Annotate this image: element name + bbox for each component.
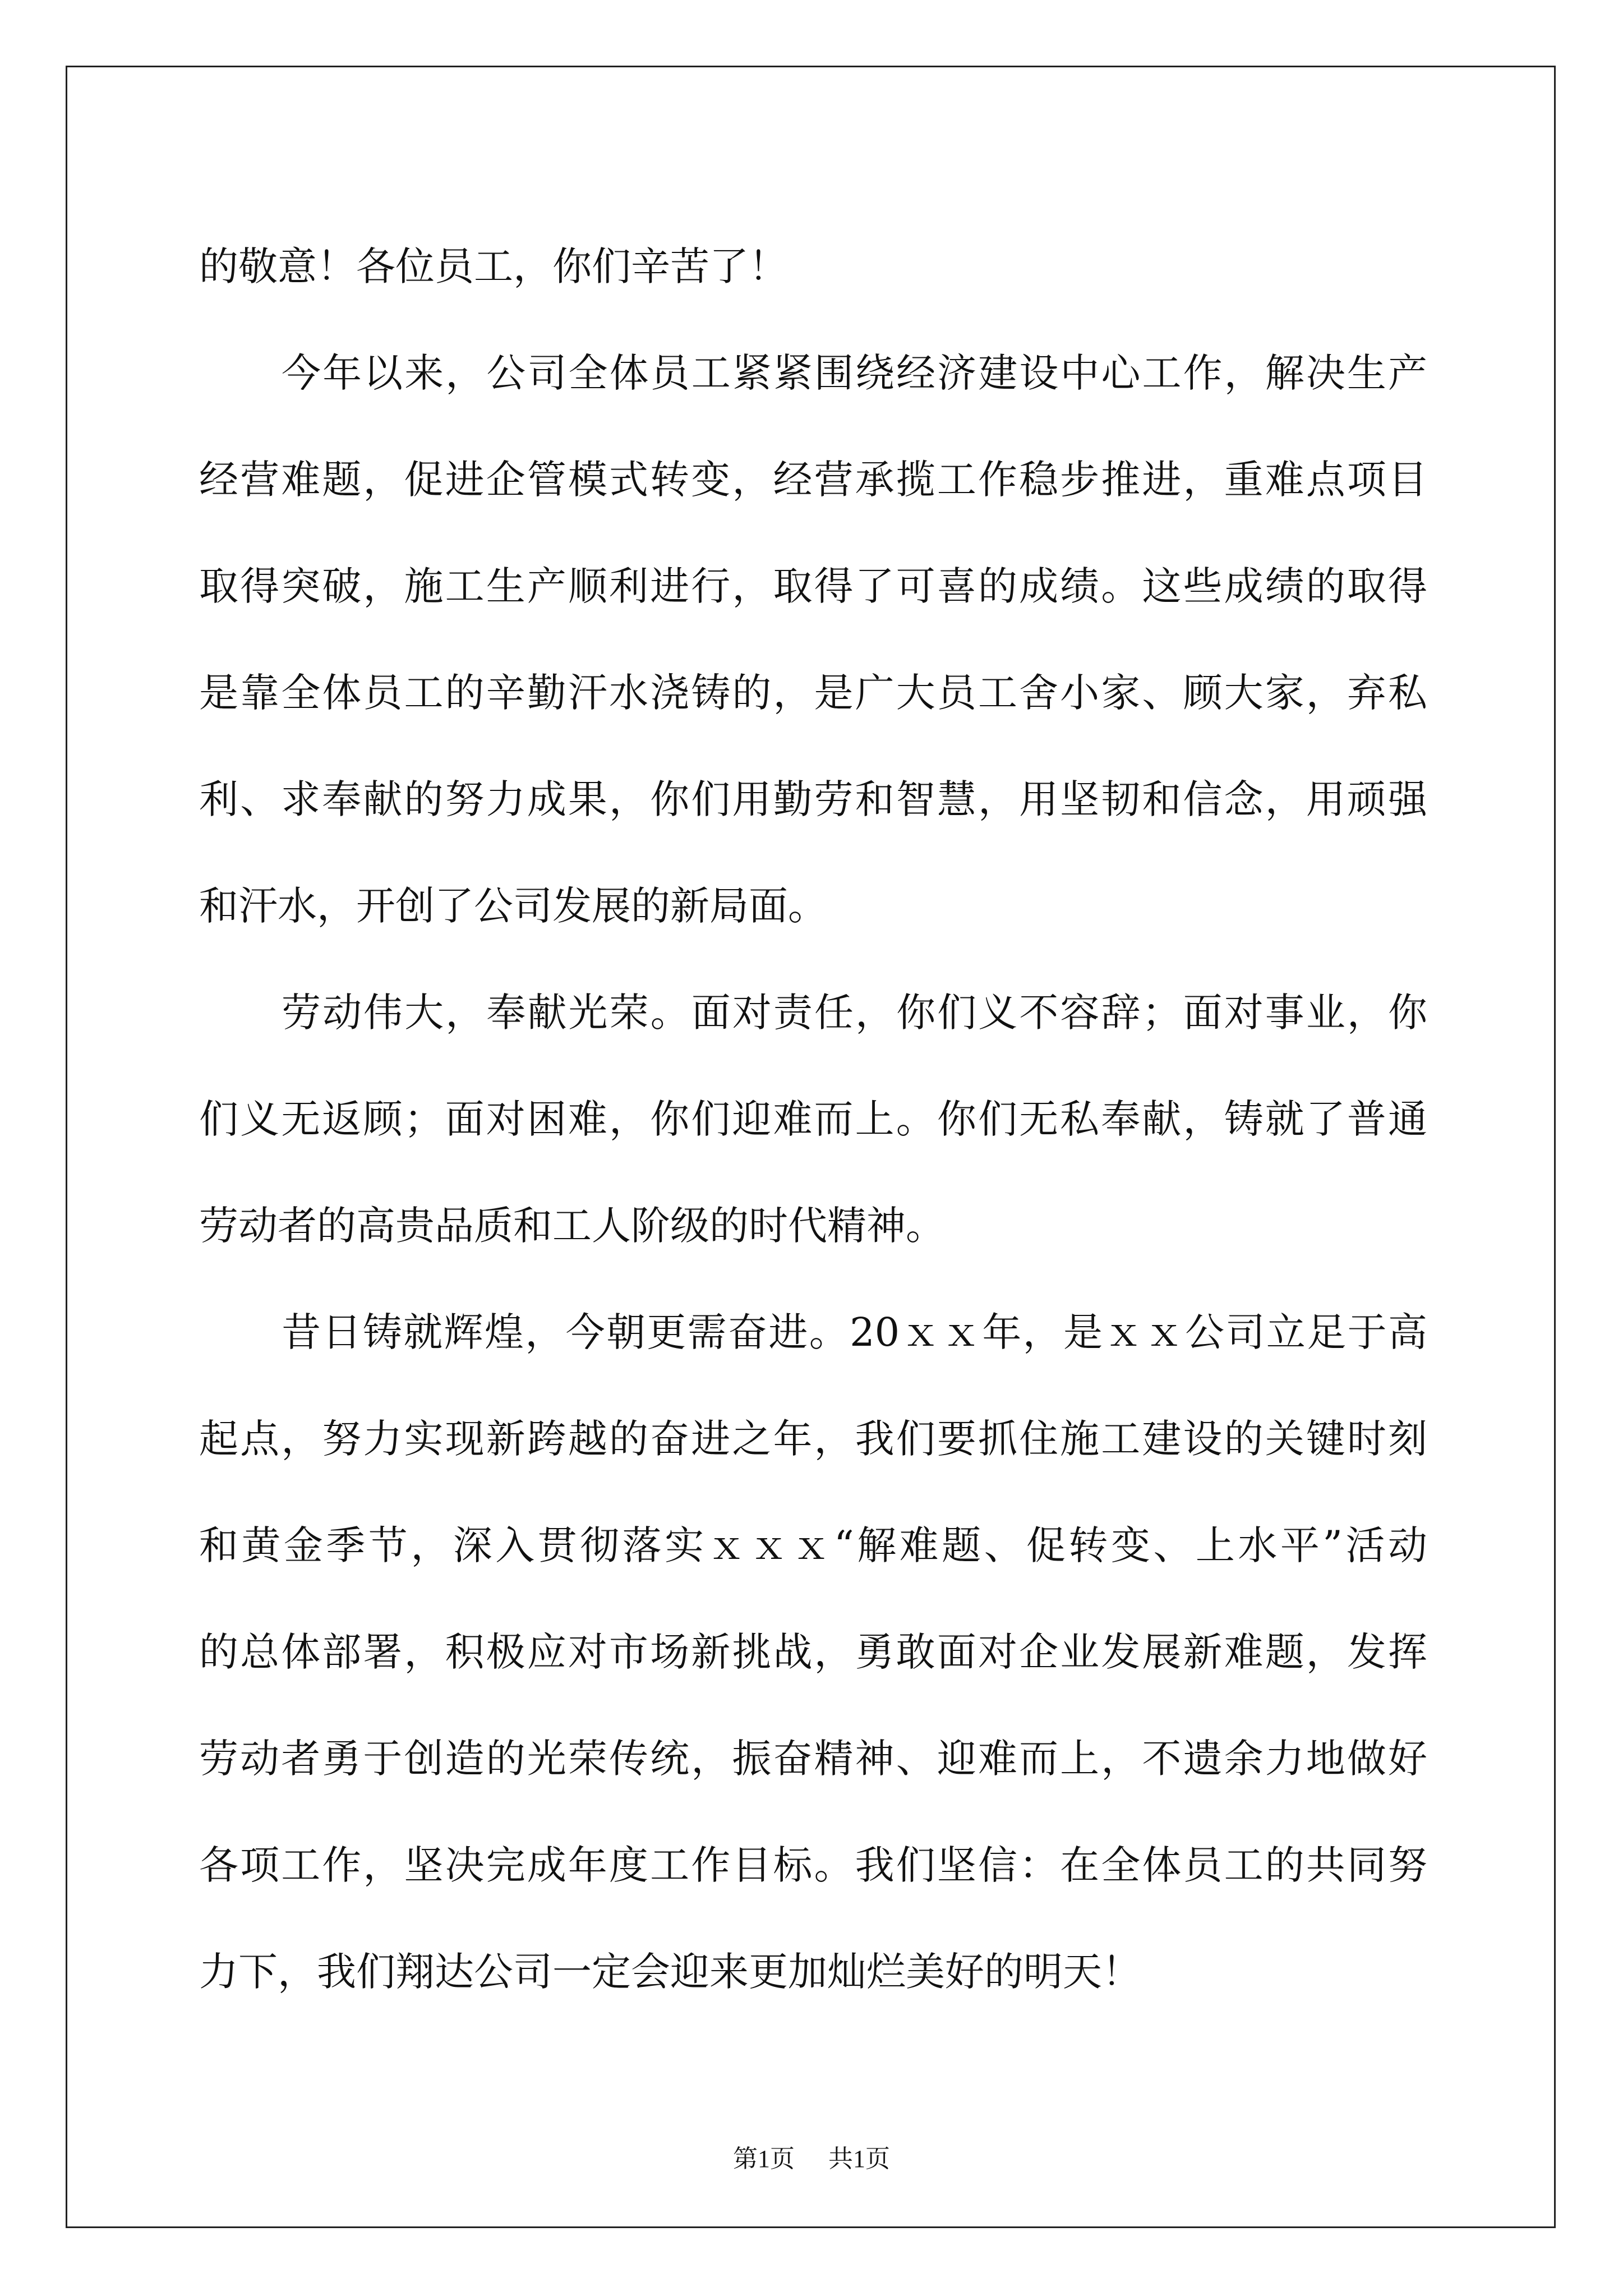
- text-line: 力下，我们翔达公司一定会迎来更加灿烂美好的明天！: [199, 1949, 1141, 1995]
- text-line: 经营难题，促进企管模式转变，经营承揽工作稳步推进，重难点项目: [199, 457, 1427, 503]
- page-number: 第1页: [733, 2145, 795, 2173]
- text-line: 们义无返顾；面对困难，你们迎难而上。你们无私奉献，铸就了普通: [199, 1096, 1427, 1142]
- text-line: 利、求奉献的努力成果，你们用勤劳和智慧，用坚韧和信念，用顽强: [199, 776, 1427, 822]
- page-footer: [0, 2138, 1623, 2174]
- text-line: 和黄金季节，深入贯彻落实ｘｘｘ“解难题、促转变、上水平”活动: [199, 1522, 1427, 1568]
- text-line: 劳动者的高贵品质和工人阶级的时代精神。: [199, 1203, 945, 1249]
- text-line: 和汗水，开创了公司发展的新局面。: [199, 883, 827, 929]
- document-body: [199, 213, 1427, 2025]
- text-line: 的总体部署，积极应对市场新挑战，勇敢面对企业发展新难题，发挥: [199, 1629, 1427, 1675]
- text-line: 各项工作，坚决完成年度工作目标。我们坚信：在全体员工的共同努: [199, 1842, 1427, 1888]
- paragraph-first-line: 劳动伟大，奉献光荣。面对责任，你们义不容辞；面对事业，你: [282, 990, 1427, 1036]
- text-line: 劳动者勇于创造的光荣传统，振奋精神、迎难而上，不遗余力地做好: [199, 1736, 1427, 1782]
- text-line: 的敬意！各位员工，你们辛苦了！: [199, 243, 788, 289]
- paragraph-first-line: 今年以来，公司全体员工紧紧围绕经济建设中心工作，解决生产: [282, 350, 1427, 396]
- text-line: 取得突破，施工生产顺利进行，取得了可喜的成绩。这些成绩的取得: [199, 563, 1427, 609]
- page-total: 共1页: [828, 2145, 890, 2173]
- text-line: 起点，努力实现新跨越的奋进之年，我们要抓住施工建设的关键时刻: [199, 1416, 1427, 1462]
- text-line: 是靠全体员工的辛勤汗水浇铸的，是广大员工舍小家、顾大家，弃私: [199, 670, 1427, 716]
- paragraph-first-line: 昔日铸就辉煌，今朝更需奋进。20ｘｘ年，是ｘｘ公司立足于高: [282, 1309, 1427, 1355]
